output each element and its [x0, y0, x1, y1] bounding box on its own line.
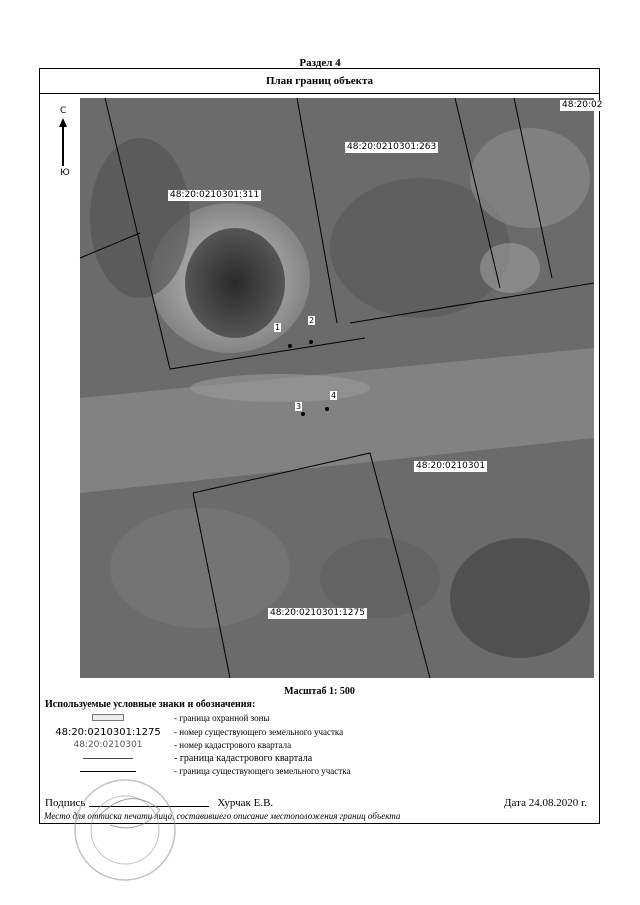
section-title: Раздел 4: [299, 57, 341, 69]
point-label: 3: [296, 402, 302, 411]
north-label: С: [60, 106, 67, 116]
legend-symbol-protection-zone: [50, 713, 166, 723]
parcel-label: 48:20:0210301:263: [347, 142, 437, 152]
signature-label: Подпись: [45, 797, 86, 809]
legend-item: [50, 713, 590, 727]
satellite-map: [80, 98, 603, 678]
legend-text: - номер существующего земельного участка: [174, 727, 344, 737]
document-frame: [39, 68, 603, 824]
legend-item: [50, 740, 590, 754]
legend-symbol: 48:20:0210301:1275: [55, 727, 161, 738]
seal-note: Место для оттиска печати лица, составившего описание местоположения границ объекта: [44, 811, 401, 821]
legend-text: - граница существующего земельного участка: [174, 766, 351, 776]
legend-text: - граница кадастрового квартала: [174, 753, 313, 764]
legend-title: Используемые условные знаки и обозначения:: [45, 699, 256, 710]
legend-text: - номер кадастрового квартала: [174, 740, 292, 750]
document-date: Дата 24.08.2020 г.: [504, 797, 587, 809]
legend-item: [50, 753, 590, 767]
legend-symbol: 48:20:0210301: [73, 740, 143, 750]
quarter-label: 48:20:0210301: [416, 461, 486, 471]
stamp-seal-icon: [70, 775, 180, 885]
point-label: 4: [331, 391, 337, 400]
legend-symbol-quarter-boundary: [50, 753, 166, 763]
frame-header: План границ объекта: [40, 69, 599, 94]
north-arrow: [56, 106, 76, 186]
parcel-label: 48:20:0210301:1275: [270, 608, 365, 618]
signer-name: Хурчак Е.В.: [217, 797, 274, 809]
point-label: 1: [275, 323, 281, 332]
map-scale: Масштаб 1: 500: [284, 686, 355, 697]
legend-text: - граница охранной зоны: [174, 713, 270, 723]
parcel-label: 48:20:0210301:311: [170, 190, 260, 200]
point-label: 2: [309, 316, 315, 325]
map-graphic: [80, 98, 594, 678]
quarter-label: 48:20:02: [562, 100, 603, 110]
legend-item: [50, 727, 590, 741]
south-label: Ю: [60, 168, 70, 178]
